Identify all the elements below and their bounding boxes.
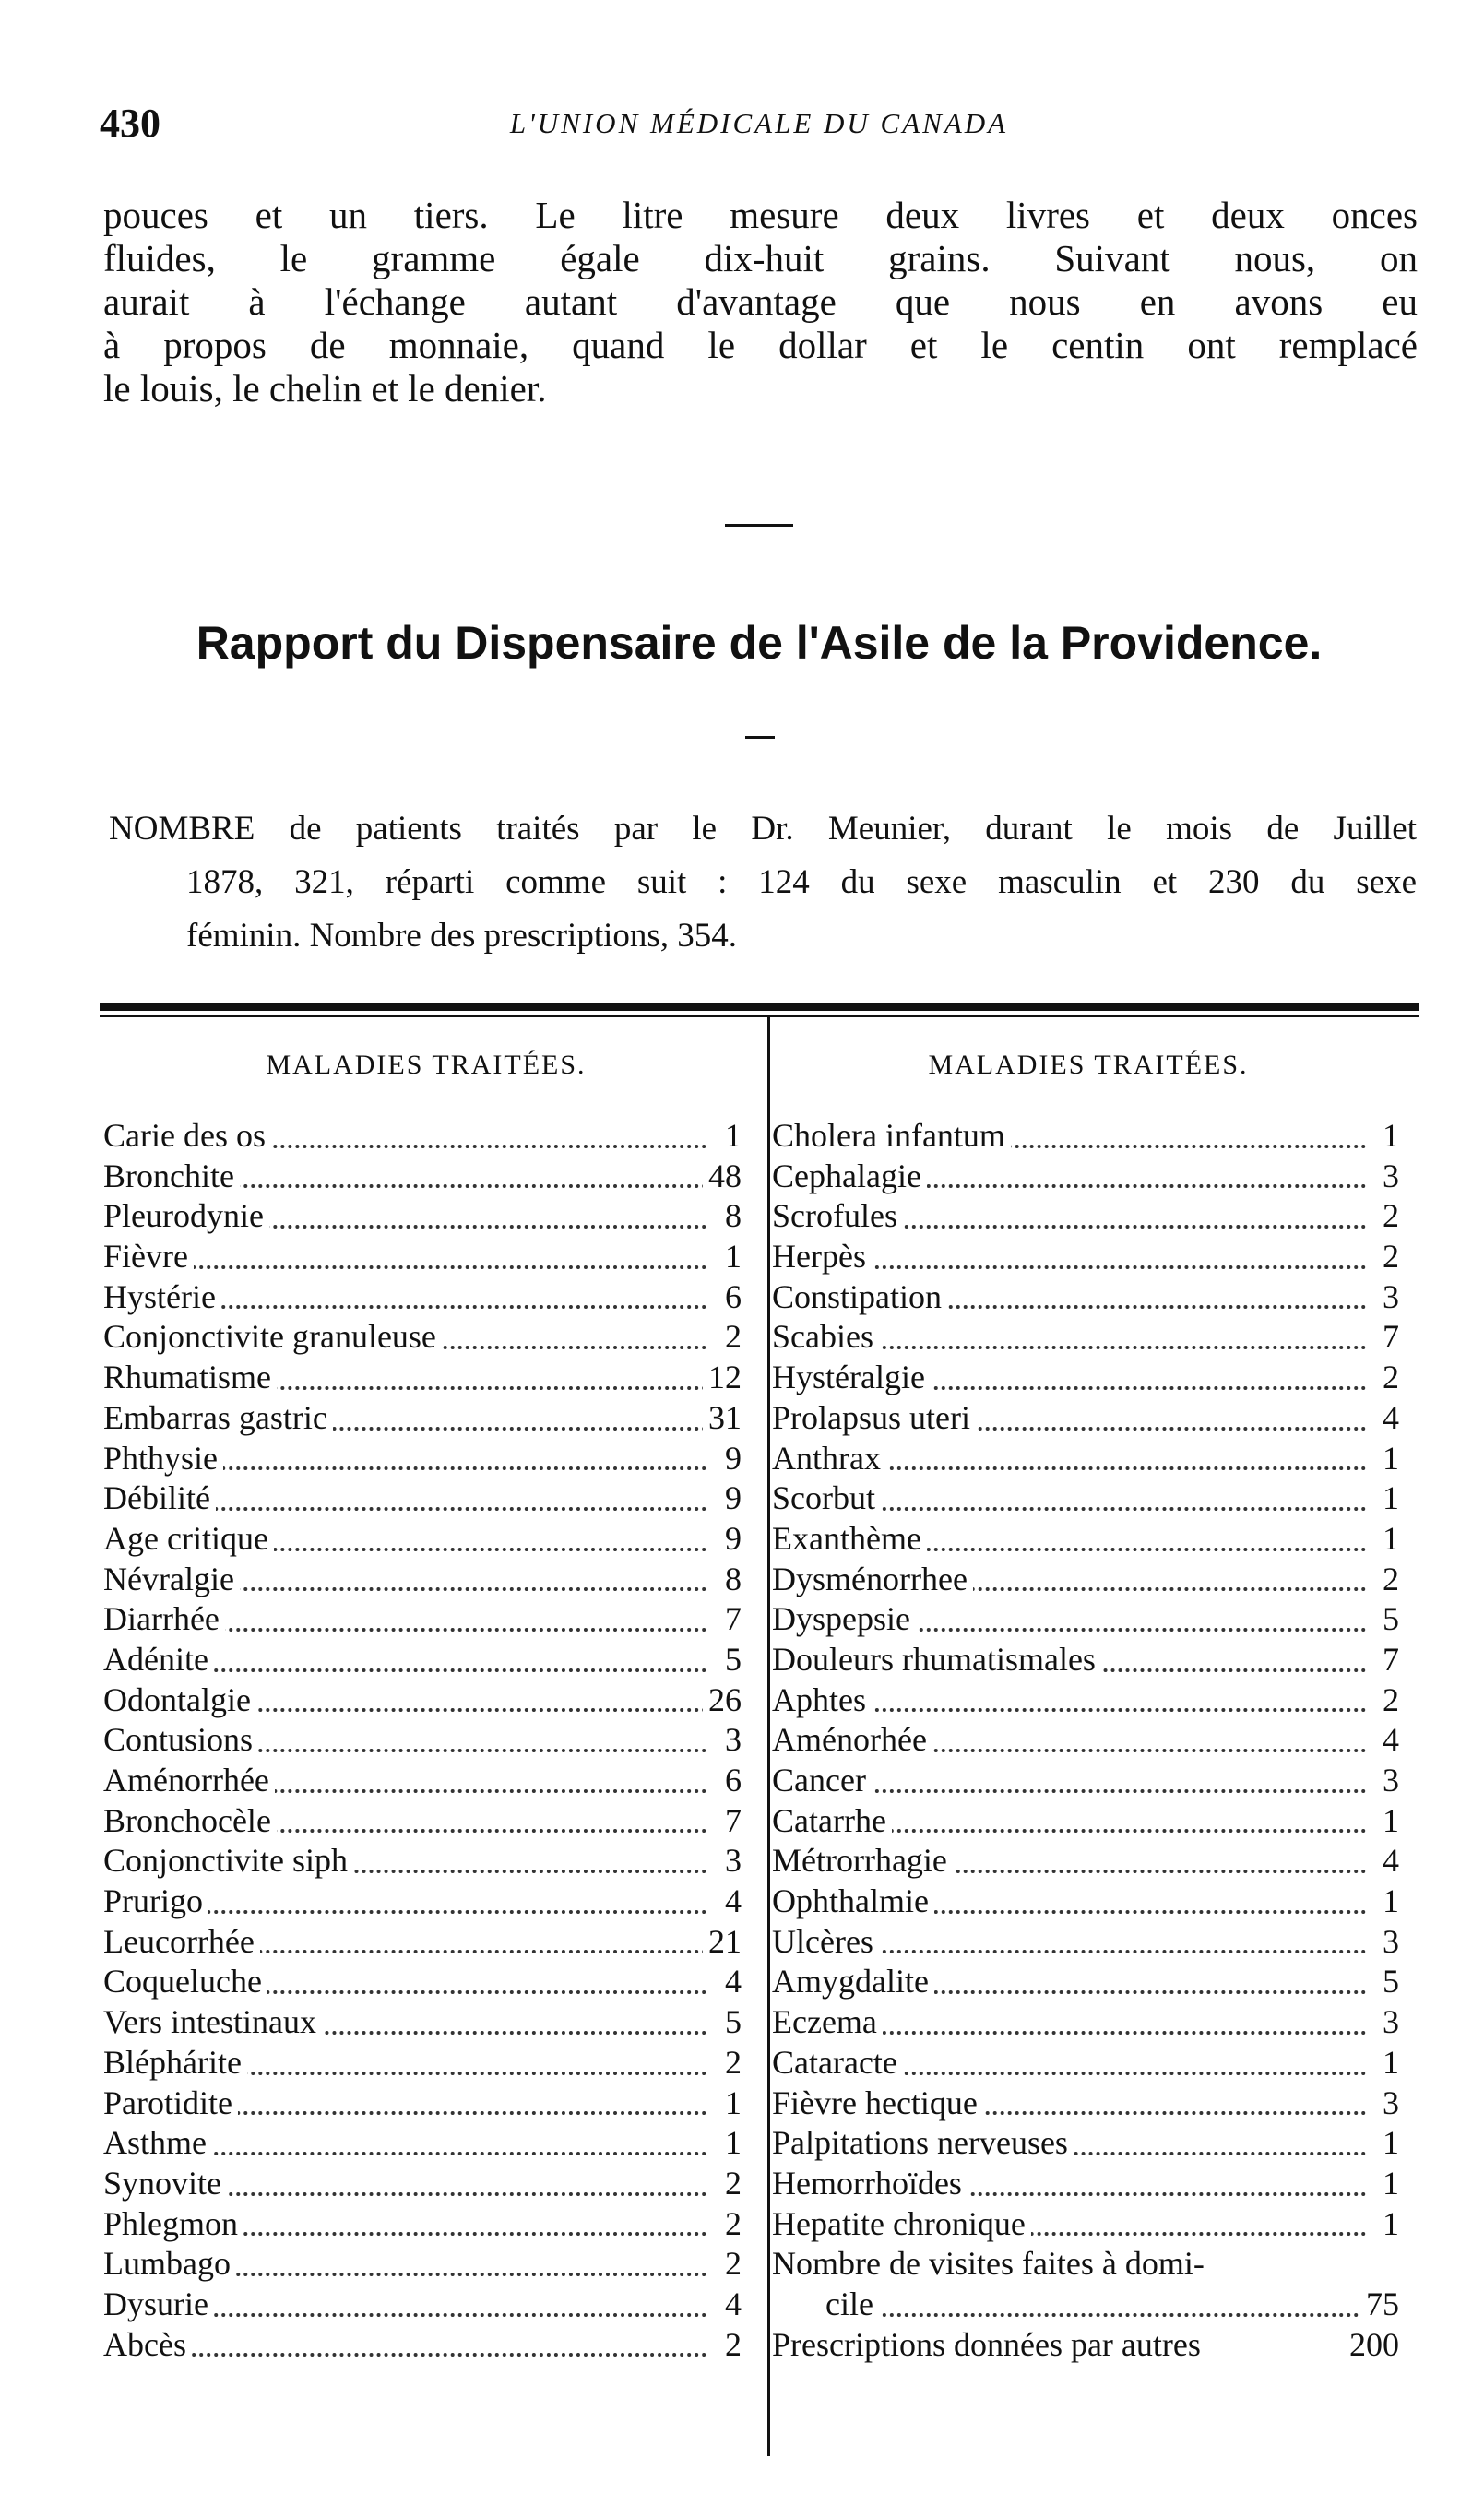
table-row <box>772 1277 1399 1318</box>
case-count: 48 <box>703 1157 742 1196</box>
case-count: 1 <box>1377 1439 1399 1478</box>
table-row <box>772 2043 1399 2084</box>
disease-name: Dyspepsie <box>772 1599 916 1639</box>
case-count: 2 <box>719 2244 742 2284</box>
table-row <box>772 1761 1399 1801</box>
case-count: 1 <box>719 1116 742 1156</box>
disease-name: Hemorrhoïdes <box>772 2164 968 2203</box>
disease-name: Catarrhe <box>772 1801 892 1841</box>
summary-line: féminin. Nombre des prescriptions, 354. <box>186 917 738 955</box>
case-count: 7 <box>1377 1640 1399 1680</box>
disease-name: Adénite <box>103 1640 214 1680</box>
section-separator-rule <box>725 524 793 527</box>
table-row <box>103 1560 742 1600</box>
case-count: 4 <box>1377 1398 1399 1438</box>
dot-leader <box>103 2353 706 2357</box>
table-row <box>772 2325 1399 2366</box>
intro-line: aurait à l'échange autant d'avantage que nous en avons eu <box>103 280 1418 323</box>
disease-name: Phthysie <box>103 1439 223 1478</box>
disease-name: Douleurs rhumatismales <box>772 1640 1101 1680</box>
disease-name: Bronchocèle <box>103 1801 277 1841</box>
table-row <box>772 1478 1399 1519</box>
table-row <box>772 1317 1399 1358</box>
case-count: 1 <box>1377 2164 1399 2203</box>
case-count: 9 <box>719 1478 742 1518</box>
table-row <box>103 1680 742 1721</box>
disease-name: Leucorrhée <box>103 1922 260 1962</box>
table-row <box>103 1801 742 1842</box>
case-count: 1 <box>1377 1116 1399 1156</box>
table-row <box>103 2164 742 2204</box>
case-count: 2 <box>1377 1237 1399 1276</box>
disease-name: Cancer <box>772 1761 872 1800</box>
table-row <box>103 2204 742 2245</box>
disease-name: Hystérie <box>103 1277 221 1317</box>
disease-name: Exanthème <box>772 1519 927 1559</box>
table-row <box>772 2204 1399 2245</box>
table-row <box>772 1841 1399 1882</box>
case-count: 21 <box>703 1922 742 1962</box>
case-count: 4 <box>1377 1841 1399 1881</box>
summary-line: NOMBRE de patients traités par le Dr. Meunier, durant le mois de Juillet <box>109 810 1417 848</box>
case-count: 8 <box>719 1560 742 1599</box>
case-count: 2 <box>1377 1560 1399 1599</box>
table-row <box>103 1922 742 1963</box>
case-count: 1 <box>1377 1882 1399 1921</box>
column-divider <box>767 1017 770 2456</box>
case-count: 3 <box>1377 2084 1399 2123</box>
table-row <box>772 1922 1399 1963</box>
left-column-header: MALADIES TRAITÉES. <box>266 1050 587 1080</box>
disease-name: Prurigo <box>103 1882 208 1921</box>
table-row <box>772 1882 1399 1922</box>
left-disease-list <box>103 1116 742 2365</box>
case-count: 1 <box>719 2084 742 2123</box>
table-row <box>103 2244 742 2285</box>
case-count: 1 <box>719 2123 742 2163</box>
case-count: 3 <box>1377 1922 1399 1962</box>
case-count: 3 <box>1377 2002 1399 2042</box>
case-count: 6 <box>719 1277 742 1317</box>
disease-name: Bléphárite <box>103 2043 247 2083</box>
intro-line: le louis, le chelin et le denier. <box>103 367 547 410</box>
table-row <box>772 1116 1399 1157</box>
case-count: 4 <box>1377 1720 1399 1760</box>
disease-name: Cholera infantum <box>772 1116 1011 1156</box>
table-row <box>103 1478 742 1519</box>
disease-name: Lumbago <box>103 2244 236 2284</box>
disease-name: Fièvre <box>103 1237 194 1276</box>
disease-name: Synovite <box>103 2164 227 2203</box>
title-separator-rule <box>745 736 775 739</box>
case-count: 31 <box>703 1398 742 1438</box>
disease-name: Constipation <box>772 1277 947 1317</box>
case-count: 4 <box>719 1882 742 1921</box>
table-row <box>772 1962 1399 2002</box>
case-count: 1 <box>1377 1519 1399 1559</box>
case-count: 1 <box>1377 1478 1399 1518</box>
disease-name: Aménorrhée <box>103 1761 275 1800</box>
table-row <box>772 2244 1399 2285</box>
report-summary <box>109 802 1417 963</box>
table-row <box>772 1599 1399 1640</box>
disease-name: Phlegmon <box>103 2204 243 2244</box>
disease-name: Hystéralgie <box>772 1358 931 1397</box>
table-row <box>103 1398 742 1439</box>
disease-name: Contusions <box>103 1720 258 1760</box>
table-row <box>103 1841 742 1882</box>
summary-line: 1878, 321, réparti comme suit : 124 du sexe masculin et 230 du sexe <box>186 863 1417 901</box>
case-count: 1 <box>1377 2123 1399 2163</box>
table-row <box>772 1680 1399 1721</box>
disease-name: Parotidite <box>103 2084 238 2123</box>
disease-name: Ulcères <box>772 1922 879 1962</box>
case-count: 3 <box>1377 1277 1399 1317</box>
case-count: 9 <box>719 1519 742 1559</box>
table-row <box>103 1962 742 2002</box>
table-row <box>772 2285 1399 2325</box>
table-row <box>103 1720 742 1761</box>
intro-line: pouces et un tiers. Le litre mesure deux livres et deux onces <box>103 194 1418 236</box>
case-count: 5 <box>719 2002 742 2042</box>
case-count: 1 <box>719 1237 742 1276</box>
disease-name: Dysménorrhee <box>772 1560 973 1599</box>
case-count: 200 <box>1344 2325 1399 2365</box>
disease-name: Coqueluche <box>103 1962 267 2001</box>
case-count: 3 <box>719 1841 742 1881</box>
case-count: 5 <box>1377 1599 1399 1639</box>
case-count: 9 <box>719 1439 742 1478</box>
intro-paragraph <box>103 194 1418 410</box>
case-count: 2 <box>719 2164 742 2203</box>
disease-name: Amygdalite <box>772 1962 934 2001</box>
disease-name: Carie des os <box>103 1116 271 1156</box>
case-count: 2 <box>1377 1196 1399 1236</box>
case-count: 3 <box>1377 1761 1399 1800</box>
table-row <box>103 2043 742 2084</box>
table-row <box>772 1640 1399 1680</box>
disease-name: Scrofules <box>772 1196 903 1236</box>
disease-name: Cataracte <box>772 2043 903 2083</box>
table-row <box>103 2084 742 2124</box>
case-count: 4 <box>719 2285 742 2324</box>
table-row <box>103 2325 742 2366</box>
table-row <box>103 1116 742 1157</box>
disease-name: Aménorhée <box>772 1720 932 1760</box>
disease-name: Eczema <box>772 2002 883 2042</box>
table-row <box>103 2123 742 2164</box>
case-count: 2 <box>719 2325 742 2365</box>
disease-name: Odontalgie <box>103 1680 256 1720</box>
disease-name: Hepatite chronique <box>772 2204 1031 2244</box>
table-row <box>103 2002 742 2043</box>
table-row <box>772 1398 1399 1439</box>
table-row <box>772 1801 1399 1842</box>
table-row <box>772 2123 1399 2164</box>
case-count: 3 <box>719 1720 742 1760</box>
case-count: 2 <box>719 1317 742 1357</box>
table-row <box>772 1237 1399 1277</box>
case-count: 1 <box>1377 2043 1399 2083</box>
table-top-rule <box>100 1003 1419 1011</box>
intro-line: à propos de monnaie, quand le dollar et le centin ont remplacé <box>103 324 1418 366</box>
case-count: 7 <box>1377 1317 1399 1357</box>
table-row <box>772 1720 1399 1761</box>
right-column-header: MALADIES TRAITÉES. <box>928 1050 1249 1080</box>
case-count: 7 <box>719 1801 742 1841</box>
case-count: 4 <box>719 1962 742 2001</box>
disease-name: Pleurodynie <box>103 1196 269 1236</box>
disease-name: Débilité <box>103 1478 216 1518</box>
disease-name: Rhumatisme <box>103 1358 277 1397</box>
disease-name: Vers intestinaux <box>103 2002 322 2042</box>
case-count: 5 <box>1377 1962 1399 2001</box>
disease-name: Prescriptions données par autres <box>772 2325 1206 2365</box>
disease-name: Aphtes <box>772 1680 872 1720</box>
disease-name: Asthme <box>103 2123 212 2163</box>
table-row <box>772 1519 1399 1560</box>
disease-name: cile <box>772 2285 879 2324</box>
table-row <box>772 1157 1399 1197</box>
case-count: 26 <box>703 1680 742 1720</box>
case-count: 1 <box>1377 2204 1399 2244</box>
case-count: 2 <box>1377 1680 1399 1720</box>
case-count: 2 <box>719 2043 742 2083</box>
case-count: 6 <box>719 1761 742 1800</box>
case-count: 1 <box>1377 1801 1399 1841</box>
case-count: 8 <box>719 1196 742 1236</box>
disease-name: Anthrax <box>772 1439 886 1478</box>
page-header <box>100 100 1419 155</box>
page-number: 430 <box>100 101 160 146</box>
disease-name: Herpès <box>772 1237 872 1276</box>
table-row <box>772 1358 1399 1398</box>
table-top-rule-thin <box>100 1015 1419 1017</box>
disease-name: Fièvre hectique <box>772 2084 983 2123</box>
running-title: L'UNION MÉDICALE DU CANADA <box>509 107 1009 139</box>
case-count: 5 <box>719 1640 742 1680</box>
table-row <box>103 1640 742 1680</box>
disease-name: Conjonctivite siph <box>103 1841 353 1881</box>
disease-name: Dysurie <box>103 2285 214 2324</box>
disease-name: Embarras gastric <box>103 1398 333 1438</box>
table-row <box>772 1439 1399 1479</box>
table-row <box>772 2084 1399 2124</box>
disease-name: Névralgie <box>103 1560 240 1599</box>
disease-name: Diarrhée <box>103 1599 225 1639</box>
disease-name: Métrorrhagie <box>772 1841 953 1881</box>
disease-name: Bronchite <box>103 1157 240 1196</box>
disease-name: Cephalagie <box>772 1157 927 1196</box>
table-row <box>103 1196 742 1237</box>
case-count: 12 <box>703 1358 742 1397</box>
table-row <box>103 1237 742 1277</box>
table-row <box>103 1157 742 1197</box>
case-count: 3 <box>1377 1157 1399 1196</box>
table-row <box>103 1317 742 1358</box>
disease-name: Prolapsus uteri <box>772 1398 976 1438</box>
case-count: 75 <box>1360 2285 1399 2324</box>
case-count: 2 <box>719 2204 742 2244</box>
case-count: 7 <box>719 1599 742 1639</box>
table-row <box>103 1761 742 1801</box>
table-row <box>772 2002 1399 2043</box>
table-row <box>103 1358 742 1398</box>
table-row <box>103 1599 742 1640</box>
right-disease-list <box>772 1116 1399 2365</box>
disease-name: Palpitations nerveuses <box>772 2123 1074 2163</box>
table-row <box>103 1277 742 1318</box>
table-row <box>103 2285 742 2325</box>
disease-name: Scorbut <box>772 1478 881 1518</box>
disease-name: Age critique <box>103 1519 274 1559</box>
table-row <box>772 1560 1399 1600</box>
disease-name: Conjonctivite granuleuse <box>103 1317 442 1357</box>
dot-leader <box>103 1265 706 1269</box>
table-row <box>772 1196 1399 1237</box>
disease-name: Abcès <box>103 2325 192 2365</box>
table-row <box>772 2164 1399 2204</box>
intro-line: fluides, le gramme égale dix-huit grains. Suivant nous, on <box>103 237 1418 279</box>
table-row <box>103 1519 742 1560</box>
report-title: Rapport du Dispensaire de l'Asile de la Providence. <box>196 617 1323 669</box>
disease-name: Ophthalmie <box>772 1882 934 1921</box>
disease-name: Scabies <box>772 1317 879 1357</box>
disease-name: Nombre de visites faites à domi- <box>772 2244 1210 2284</box>
table-row <box>103 1882 742 1922</box>
case-count: 2 <box>1377 1358 1399 1397</box>
table-row <box>103 1439 742 1479</box>
